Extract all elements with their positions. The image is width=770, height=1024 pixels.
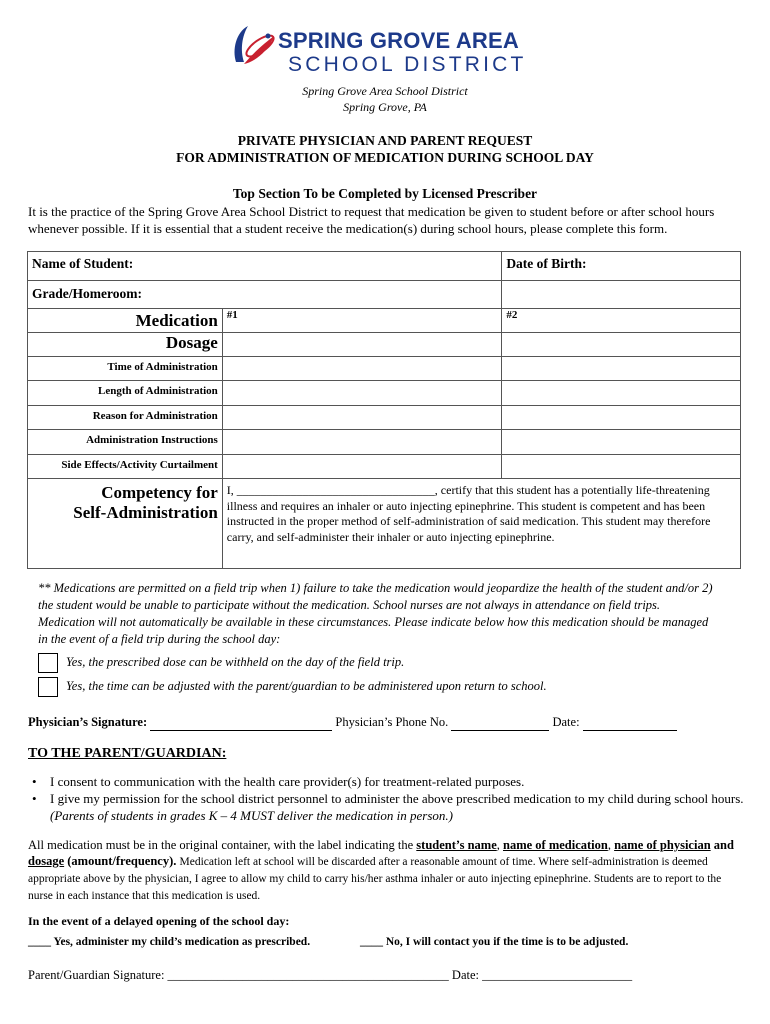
delay-heading-row: In the event of a delayed opening of the school day: — [28, 914, 290, 928]
medication-label: Medication — [28, 309, 223, 333]
delay-heading: In the event of a delayed opening of the school day — [28, 914, 286, 928]
delay-no[interactable]: ____ No, I will contact you if the time is to be adjusted. — [360, 936, 629, 948]
grade-field[interactable] — [28, 281, 502, 309]
field-trip-option-1[interactable] — [38, 653, 404, 673]
bullet2-note: (Parents of students in grades K – 4 MUST deliver the medication in person.) — [50, 808, 453, 823]
logo-text-line2: SCHOOL DISTRICT — [288, 53, 527, 76]
parent-signature-line[interactable]: Parent/Guardian Signature: _____________________________________________ Date: ________________________ — [28, 968, 633, 982]
time-1-field[interactable] — [222, 357, 502, 381]
consent-item-1: • I consent to communication with the health care provider(s) for treatment-related purposes. — [32, 774, 525, 789]
rocket-logo-icon — [230, 22, 280, 78]
option2-label: Yes, the time can be adjusted with the parent/guardian to be administered upon return to school. — [66, 678, 547, 693]
physician-signature-row: Physician’s Signature: Physician’s Phone No. Date: — [28, 715, 677, 731]
option1-checkbox[interactable] — [38, 653, 58, 673]
field-trip-note: ** Medications are permitted on a field trip when 1) failure to take the medication would jeopardize the health of the student and/or 2) the student would be unable to participate without the medication. School nurses are not always in attendance on field trips. Medication will not automatically be available in these circumstances. Please indicate below how this medication should be managed in the event of a field trip during the school day: — [38, 581, 713, 646]
bullet1-text: I consent to communication with the health care provider(s) for treatment-related purposes. — [50, 774, 525, 789]
time-label: Time of Administration — [28, 357, 223, 381]
container-rest: Medication left at school will be discarded after a reasonable amount of time. Where self-administration is deemed appropriate above by the physician, I agree to allow my child to carry his/her asthma inhaler or auto injecting epinephrine. Students are to report to the nurse in each instance that this medication is used. — [28, 856, 722, 902]
amount-text: (amount/frequency). — [67, 854, 177, 868]
label-dosage: dosage — [28, 854, 65, 868]
medication-1-field[interactable] — [222, 309, 502, 333]
dosage-1-field[interactable] — [222, 333, 502, 357]
competency-text[interactable]: I, _________________________________, certify that this student has a potentially life-threatening illness and requires an inhaler or auto injecting epinephrine. This student is competent and has been instructed in the proper method of self-administration of said medication. This student may therefore carry, and self-administer their inhaler or auto injecting epinephrine. — [222, 479, 740, 569]
reason-2-field[interactable] — [502, 406, 741, 430]
field-trip-option-2[interactable] — [38, 677, 547, 697]
side-effects-2-field[interactable] — [502, 455, 741, 479]
physician-signature-field[interactable] — [150, 715, 332, 731]
medication-form-table — [27, 251, 741, 569]
parent-heading: TO THE PARENT/GUARDIAN: — [28, 746, 227, 761]
col2-label: #2 — [506, 309, 518, 321]
option2-checkbox[interactable] — [38, 677, 58, 697]
physician-signature-label: Physician’s Signature — [28, 715, 143, 729]
side-effects-label: Side Effects/Activity Curtailment — [28, 455, 223, 479]
dosage-label: Dosage — [28, 333, 223, 357]
label-physician-name: name of physician — [614, 838, 711, 852]
and-text: and — [713, 838, 734, 852]
label-student-name: student’s name — [416, 838, 497, 852]
intro-paragraph: It is the practice of the Spring Grove Area School District to request that medication be given to student before or after school hours whenever possible. If it is essential that a student receive the medication(s) during school hours, please complete this form. — [28, 204, 715, 236]
student-name-label: Name of Student: — [32, 256, 134, 271]
student-name-field[interactable] — [28, 252, 502, 281]
physician-date-field[interactable] — [583, 715, 677, 731]
medication-2-field[interactable] — [502, 309, 741, 333]
instructions-2-field[interactable] — [502, 430, 741, 455]
delay-yes[interactable]: ____ Yes, administer my child’s medication as prescribed. — [28, 936, 311, 948]
instructions-1-field[interactable] — [222, 430, 502, 455]
section-heading: Top Section To be Completed by Licensed Prescriber — [232, 186, 538, 201]
dosage-2-field[interactable] — [502, 333, 741, 357]
bullet2-text: I give my permission for the school district personnel to administer the above prescribed medication to my child during school hours. — [50, 791, 744, 806]
side-effects-1-field[interactable] — [222, 455, 502, 479]
physician-phone-label: Physician’s Phone No. — [335, 715, 449, 729]
container-intro: All medication must be in the original container, with the label indicating the — [28, 838, 414, 852]
form-title-line2: FOR ADMINISTRATION OF MEDICATION DURING SCHOOL DAY — [176, 150, 594, 165]
col1-label: #1 — [226, 309, 238, 321]
label-med-name: name of medication — [503, 838, 608, 852]
physician-phone-field[interactable] — [451, 715, 549, 731]
time-2-field[interactable] — [502, 357, 741, 381]
grade-extra-cell — [502, 281, 741, 309]
length-2-field[interactable] — [502, 381, 741, 406]
container-paragraph: All medication must be in the original container, with the label indicating the student’s name, name of medication, name of physician and dosage (amount/frequency). Medication left at school will be discarded after a reasonable amount of time. Where self-administration is deemed appropriate above by the physician, I agree to allow my child to carry his/her asthma inhaler or auto injecting epinephrine. Students are to report to the nurse in each instance that this medication is used. — [28, 838, 734, 902]
org-location: Spring Grove, PA — [343, 100, 427, 114]
physician-date-label: Date: — [552, 715, 580, 729]
grade-label: Grade/Homeroom: — [32, 286, 142, 301]
competency-label-line2: Self-Administration — [73, 503, 218, 522]
consent-item-2: • I give my permission for the school district personnel to administer the above prescribed medication to my child during school hours. (Parents of students in grades K – 4 MUST deliver the medication in person.) — [32, 791, 744, 823]
competency-label-line1: Competency for — [101, 483, 218, 502]
consent-list — [28, 773, 748, 824]
instructions-label: Administration Instructions — [28, 430, 223, 455]
competency-label — [28, 479, 223, 569]
form-title-line1: PRIVATE PHYSICIAN AND PARENT REQUEST — [237, 133, 533, 148]
dob-field[interactable] — [502, 252, 741, 281]
reason-1-field[interactable] — [222, 406, 502, 430]
reason-label: Reason for Administration — [28, 406, 223, 430]
org-name: Spring Grove Area School District — [302, 84, 468, 98]
length-label: Length of Administration — [28, 381, 223, 406]
dob-label: Date of Birth: — [506, 256, 587, 271]
district-logo — [230, 22, 550, 80]
length-1-field[interactable] — [222, 381, 502, 406]
option1-label: Yes, the prescribed dose can be withheld on the day of the field trip. — [66, 654, 405, 669]
logo-text-line1: SPRING GROVE AREA — [278, 28, 519, 53]
